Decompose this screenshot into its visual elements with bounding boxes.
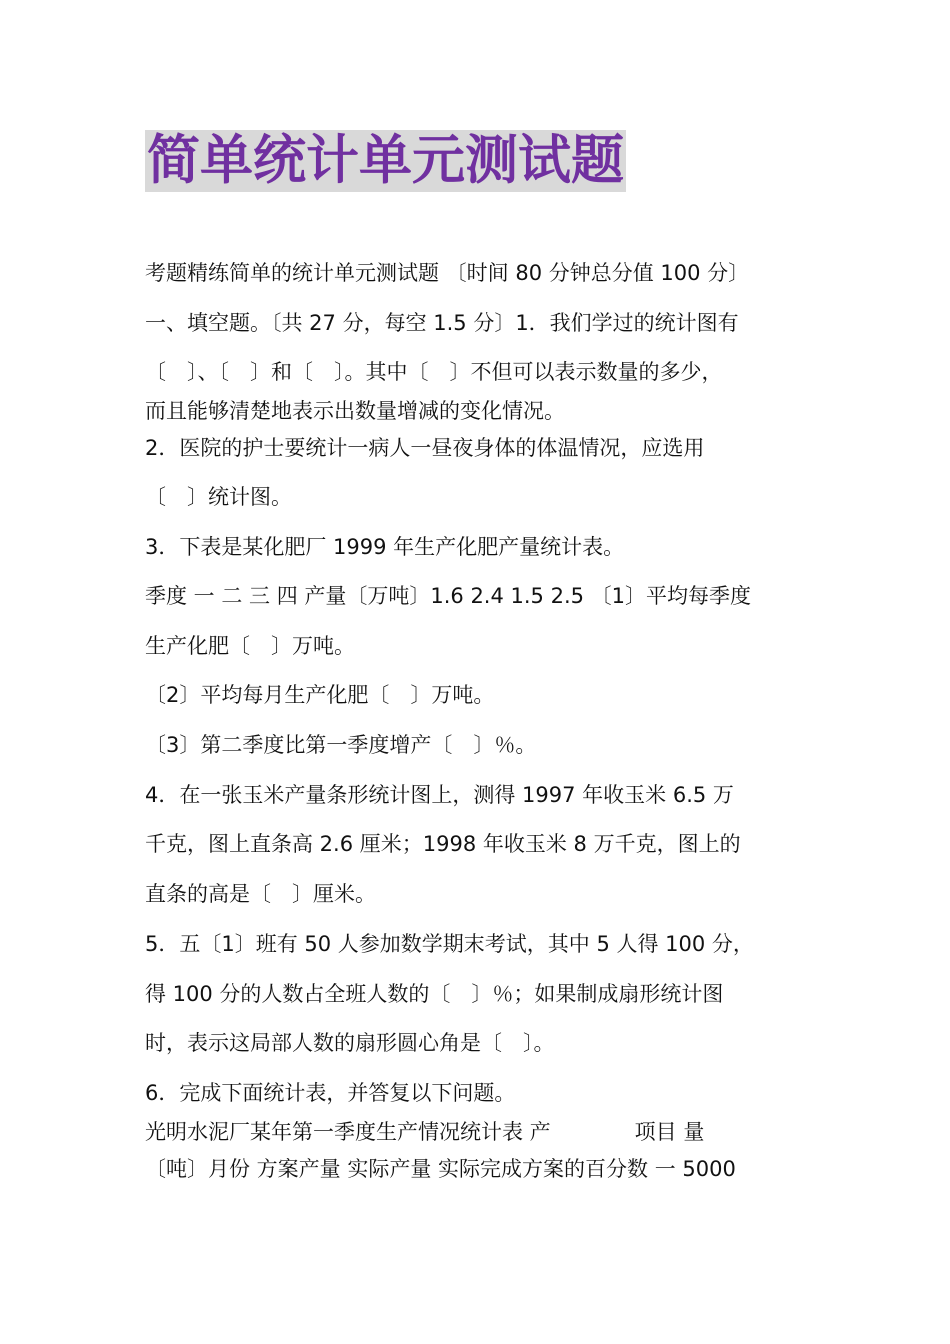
- text-line-8: 季度 一 二 三 四 产量〔万吨〕1.6 2.4 1.5 2.5 〔1〕平均每季度: [145, 584, 752, 608]
- text-line-12: 4．在一张玉米产量条形统计图上，测得 1997 年收玉米 6.5 万: [145, 783, 734, 807]
- text-line-14: 直条的高是〔 〕厘米。: [145, 882, 376, 906]
- text-line-6: 〔 〕统计图。: [145, 485, 292, 509]
- text-line-9: 生产化肥〔 〕万吨。: [145, 634, 355, 658]
- text-line-20: 〔吨〕月份 方案产量 实际产量 实际完成方案的百分数 一 5000: [145, 1157, 736, 1181]
- document-title: 简单统计单元测试题: [147, 130, 624, 191]
- text-line-19: 光明水泥厂某年第一季度生产情况统计表 产 项目 量: [145, 1120, 705, 1144]
- text-line-18: 6．完成下面统计表，并答复以下问题。: [145, 1081, 516, 1105]
- text-line-3: 〔 〕、〔 〕和〔 〕。其中〔 〕不但可以表示数量的多少，: [145, 360, 723, 384]
- text-line-13: 千克，图上直条高 2.6 厘米；1998 年收玉米 8 万千克，图上的: [145, 832, 741, 856]
- text-line-16: 得 100 分的人数占全班人数的〔 〕％；如果制成扇形统计图: [145, 982, 724, 1006]
- text-line-17: 时，表示这局部人数的扇形圆心角是〔 〕。: [145, 1031, 555, 1055]
- text-line-10: 〔2〕平均每月生产化肥〔 〕万吨。: [145, 683, 495, 707]
- text-line-2: 一、填空题。〔共 27 分，每空 1.5 分〕1．我们学过的统计图有: [145, 311, 739, 335]
- text-line-5: 2．医院的护士要统计一病人一昼夜身体的体温情况，应选用: [145, 436, 705, 460]
- text-line-15: 5．五〔1〕班有 50 人参加数学期末考试，其中 5 人得 100 分，: [145, 932, 754, 956]
- text-line-7: 3．下表是某化肥厂 1999 年生产化肥产量统计表。: [145, 535, 625, 559]
- text-line-11: 〔3〕第二季度比第一季度增产〔 〕％。: [145, 733, 537, 757]
- text-line-4: 而且能够清楚地表示出数量增减的变化情况。: [145, 399, 565, 423]
- text-line-1: 考题精练简单的统计单元测试题 〔时间 80 分钟总分值 100 分〕: [145, 261, 750, 285]
